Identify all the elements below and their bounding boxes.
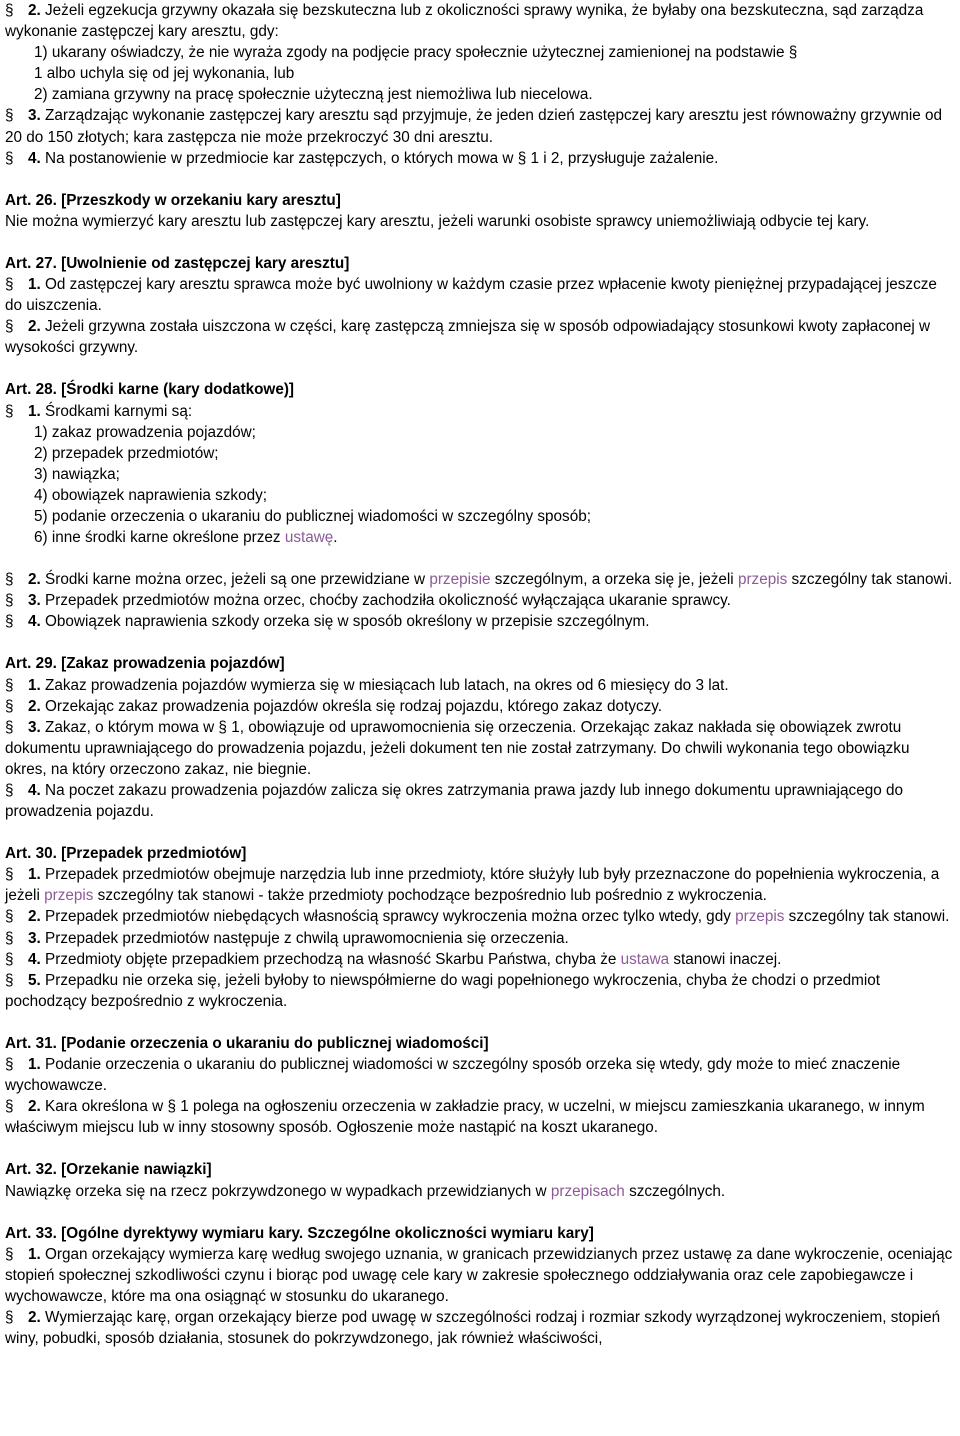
par-number: 3. (28, 107, 41, 125)
przepis-link[interactable]: przepis (44, 887, 94, 905)
par-text: szczególnych. (629, 1182, 726, 1200)
item-text: 6) inne środki karne określone przez (34, 529, 281, 547)
par-number: 2. (28, 2, 41, 19)
art29-par3 (5, 717, 955, 780)
par-text: Organ orzekający wymierza karę według swojego uznania, w granicach przewidzianych przez ustawę za dane wykroczenie, oceniając stopień społecznej szkodliwości czynu i biorąc pod uwagę cele kary w zakresie społecznego oddziaływania oraz cele zapobiegawcze i wychowawcze, które ma ona osiągnąć w stosunku do ukaranego. (5, 1245, 953, 1305)
par-text: Przepadku nie orzeka się, jeżeli byłoby to niewspółmierne do wagi popełnionego wykroczenia, chyba że chodzi o przedmiot pochodzący bezpośrednio z wykroczenia. (5, 971, 881, 1010)
par-text: Zakaz prowadzenia pojazdów wymierza się w miesiącach lub latach, na okres od 6 miesięcy do 3 lat. (45, 676, 729, 694)
section-sign: § (5, 2, 14, 19)
par-number: 2. (28, 571, 41, 589)
art32-text (5, 1181, 955, 1202)
par-number: 3. (28, 718, 41, 736)
art28-item6 (5, 527, 955, 548)
par-number: 4. (28, 613, 41, 631)
art33-par1 (5, 1244, 955, 1307)
par-text: Zarządzając wykonanie zastępczej kary aresztu sąd przyjmuje, że jeden dzień zastępczej kary aresztu jest równoważny grzywnie od 20 do 150 złotych; kara zastępcza nie może przekroczyć 30 dni aresztu. (5, 107, 942, 146)
section-sign: § (167, 1098, 176, 1116)
art29-par2 (5, 696, 955, 717)
par-text: Podanie orzeczenia o ukaraniu do publicznej wiadomości w szczególny sposób orzeka się wtedy, gdy może to mieć znaczenie wychowawcze. (5, 1056, 901, 1095)
art28-par3 (5, 590, 955, 611)
section-sign: § (5, 107, 14, 125)
section-sign: § (5, 318, 14, 336)
par-text: Od zastępczej kary aresztu sprawca może być uwolniony w każdym czasie przez wpłacenie kwoty pieniężnej przypadającej jeszcze do uiszczenia. (5, 276, 937, 315)
par-text: Kara określona w (45, 1098, 164, 1116)
par-text: Nawiązkę orzeka się na rzecz pokrzywdzonego w wypadkach przewidzianych w (5, 1182, 547, 1200)
section-sign: § (5, 676, 14, 694)
par-text: szczególnym, a orzeka się je, jeżeli (494, 571, 734, 589)
section-sign: § (5, 613, 14, 631)
item-text: . (333, 529, 338, 547)
section-sign: § (5, 697, 14, 715)
art29-par1 (5, 675, 955, 696)
par-number: 1. (28, 1245, 41, 1263)
par-number: 4. (28, 149, 41, 167)
section-sign: § (5, 950, 14, 968)
par-number: 2. (28, 908, 41, 926)
section-sign: § (5, 971, 14, 989)
art28-item: 5) podanie orzeczenia o ukaraniu do publicznej wiadomości w szczególny sposób; (34, 507, 591, 525)
section-sign: § (788, 44, 798, 62)
par-text: szczególny tak stanowi - także przedmioty pochodzące bezpośrednio lub pośrednio z wykroczenia. (97, 887, 767, 905)
section-sign: § (5, 718, 14, 736)
art25-par2 (5, 0, 955, 42)
par-number: 5. (28, 971, 41, 989)
par-text: Środkami karnymi są: (45, 402, 193, 420)
par-text: stanowi inaczej. (673, 950, 782, 968)
par-text: Przepadek przedmiotów można orzec, choćby zachodziła okoliczność wyłączająca ukaranie sprawcy. (45, 592, 731, 610)
art27-par2 (5, 316, 955, 358)
section-sign: § (5, 782, 14, 799)
par-text: Środki karne można orzec, jeżeli są one przewidziane w (45, 571, 426, 589)
art28-par1 (5, 401, 955, 422)
section-sign: § (5, 908, 14, 926)
par-number: 1. (28, 402, 41, 420)
ustawa-link[interactable]: ustawę (284, 529, 334, 547)
item-text: 1 albo uchyla się od jej wykonania, lub (34, 65, 295, 83)
section-sign: § (218, 718, 227, 736)
przepis-link[interactable]: przepis (737, 571, 788, 589)
art30-par1 (5, 864, 955, 906)
par-text: Na postanowienie w przedmiocie kar zastępczych, o których mowa w (45, 149, 514, 167)
par-text: szczególny tak stanowi. (791, 571, 953, 589)
par-text: Jeżeli egzekucja grzywny okazała się bezskuteczna lub z okoliczności sprawy wynika, że byłaby ona bezskuteczna, sąd zarządza wykonanie zastępczej kary aresztu, gdy: (5, 2, 924, 41)
par-text: Orzekając zakaz prowadzenia pojazdów określa się rodzaj pojazdu, którego zakaz dotyczy. (45, 697, 663, 715)
section-sign: § (5, 149, 14, 167)
section-sign: § (5, 402, 14, 420)
art26-heading: Art. 26. [Przeszkody w orzekaniu kary aresztu] (5, 191, 341, 209)
art30-heading: Art. 30. [Przepadek przedmiotów] (5, 845, 247, 863)
par-number: 4. (28, 950, 41, 968)
art25-par4 (5, 148, 955, 169)
art30-par2 (5, 906, 955, 927)
par-text: szczególny tak stanowi. (788, 908, 950, 926)
art28-item: 2) przepadek przedmiotów; (34, 444, 219, 462)
przepisach-link[interactable]: przepisach (550, 1182, 625, 1200)
art28-par2 (5, 569, 955, 590)
art33-heading: Art. 33. [Ogólne dyrektywy wymiaru kary. Szczególne okoliczności wymiaru kary] (5, 1224, 594, 1242)
art30-par4 (5, 949, 955, 970)
par-number: 1. (28, 866, 41, 884)
art31-heading: Art. 31. [Podanie orzeczenia o ukaraniu do publicznej wiadomości] (5, 1034, 489, 1052)
par-text: Na poczet zakazu prowadzenia pojazdów zalicza się okres zatrzymania prawa jazdy lub innego dokumentu uprawniającego do prowadzenia pojazdu. (5, 782, 903, 821)
section-sign: § (5, 1056, 14, 1074)
art28-item: 4) obowiązek naprawienia szkody; (34, 486, 267, 504)
przepis-link[interactable]: przepisie (429, 571, 491, 589)
art30-par3 (5, 928, 955, 949)
art28-item: 1) zakaz prowadzenia pojazdów; (34, 423, 256, 441)
section-sign: § (5, 929, 14, 947)
par-number: 2. (28, 1098, 41, 1116)
par-number: 4. (28, 782, 41, 799)
par-number: 1. (28, 676, 41, 694)
art28-heading: Art. 28. [Środki karne (kary dodatkowe)] (5, 381, 295, 399)
par-text: Przedmioty objęte przepadkiem przechodzą na własność Skarbu Państwa, chyba że (45, 950, 617, 968)
par-text: Przepadek przedmiotów następuje z chwilą uprawomocnienia się orzeczenia. (45, 929, 569, 947)
section-sign: § (5, 571, 14, 589)
art27-par1 (5, 274, 955, 316)
par-text: Obowiązek naprawienia szkody orzeka się w sposób określony w przepisie szczególnym. (45, 613, 650, 631)
par-number: 2. (28, 1308, 41, 1326)
par-text: Wymierzając karę, organ orzekający bierze pod uwagę w szczególności rodzaj i rozmiar szkody wyrządzonej wykroczeniem, stopień winy, pobudki, sposób działania, stosunek do pokrzywdzonego, jak również właściwości, (5, 1308, 941, 1348)
art29-par4 (5, 780, 955, 822)
par-number: 3. (28, 929, 41, 947)
par-text: Zakaz, o którym mowa w (45, 718, 215, 736)
par-number: 2. (28, 318, 41, 336)
par-text: 1 i 2, przysługuje zażalenie. (530, 149, 719, 167)
ustawa-link[interactable]: ustawa (620, 950, 670, 968)
par-number: 1. (28, 276, 41, 294)
section-sign: § (517, 149, 527, 167)
item-text: 1) ukarany oświadczy, że nie wyraża zgody na podjęcie pracy społecznie użytecznej zamienionej na podstawie (34, 44, 785, 62)
par-text: 1 polega na ogłoszeniu orzeczenia w zakładzie pracy, w uczelni, w miejscu zamieszkania ukaranego, w innym właściwym miejscu lub w inny stosowny sposób. Ogłoszenie może nastąpić na koszt ukaranego. (5, 1098, 925, 1137)
art25-item2: 2) zamiana grzywny na pracę społecznie użyteczną jest niemożliwa lub niecelowa. (34, 86, 593, 104)
section-sign: § (5, 866, 14, 884)
par-text: 1, obowiązuje od uprawomocnienia się orzeczenia. Orzekając zakaz nakłada się obowiązek zwrotu dokumentu uprawniającego do prowadzenia pojazdu, jeżeli dokument ten nie został zatrzymany. Do chwili wykonania tego obowiązku okres, na który orzeczono zakaz, nie biegnie. (5, 718, 910, 778)
art30-par5 (5, 970, 955, 1012)
art27-heading: Art. 27. [Uwolnienie od zastępczej kary aresztu] (5, 254, 350, 272)
section-sign: § (5, 276, 14, 294)
par-number: 2. (28, 697, 41, 715)
par-number: 3. (28, 592, 41, 610)
art31-par1 (5, 1054, 955, 1096)
section-sign: § (5, 1308, 14, 1326)
par-text: Przepadek przedmiotów niebędących własnością sprawcy wykroczenia można orzec tylko wtedy, gdy (45, 908, 731, 926)
art29-heading: Art. 29. [Zakaz prowadzenia pojazdów] (5, 655, 285, 673)
art25-par3 (5, 105, 955, 147)
section-sign: § (5, 592, 14, 610)
art31-par2 (5, 1096, 955, 1138)
art32-heading: Art. 32. [Orzekanie nawiązki] (5, 1161, 212, 1179)
section-sign: § (5, 1245, 14, 1263)
par-number: 1. (28, 1056, 41, 1074)
przepis-link[interactable]: przepis (735, 908, 785, 926)
section-sign: § (5, 1098, 14, 1116)
art25-item1 (5, 42, 955, 84)
art33-par2 (5, 1307, 955, 1349)
art26-text: Nie można wymierzyć kary aresztu lub zastępczej kary aresztu, jeżeli warunki osobiste sprawcy uniemożliwiają odbycie tej kary. (5, 212, 870, 230)
art28-par4 (5, 611, 955, 632)
art28-item: 3) nawiązka; (34, 465, 120, 483)
par-text: Przepadek przedmiotów obejmuje narzędzia lub inne przedmioty, które służyły lub były przeznaczone do popełnienia wykroczenia, a jeżeli (5, 866, 940, 905)
par-text: Jeżeli grzywna została uiszczona w części, karę zastępczą zmniejsza się w sposób odpowiadający stosunkowi kwoty zapłaconej w wysokości grzywny. (5, 318, 931, 357)
